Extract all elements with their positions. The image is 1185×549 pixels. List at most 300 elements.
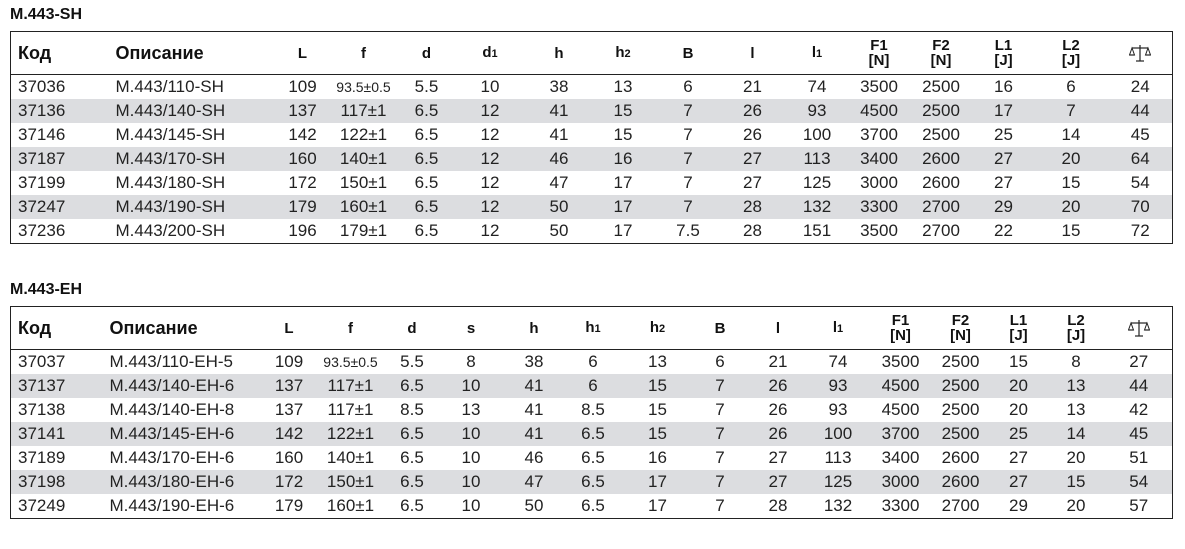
table-cell: 12 <box>453 195 528 219</box>
table-cell: 27 <box>721 147 785 171</box>
table-cell: 26 <box>743 125 762 144</box>
table-cell: 7 <box>690 374 751 398</box>
table-cell: 15 <box>613 125 633 144</box>
table-cell: 25 <box>991 422 1047 446</box>
table-cell: 179 <box>274 496 304 515</box>
table-cell: 3400 <box>881 448 920 467</box>
table-cell: 46 <box>524 448 544 467</box>
table-cell: 7 <box>683 173 693 192</box>
table-cell: 28 <box>743 221 762 240</box>
spec-table-sh <box>10 31 1173 244</box>
table-cell: 3300 <box>881 496 920 515</box>
col-header-h1 <box>561 307 626 350</box>
table-cell: 93 <box>785 99 850 123</box>
table-cell: 74 <box>807 77 827 96</box>
cell-description: M.443/190-SH <box>109 195 279 219</box>
col-header-description: Описание <box>109 317 198 338</box>
table-cell: 140±1 <box>326 448 375 467</box>
cell-code: 37249 <box>18 496 66 515</box>
table-cell: 10 <box>461 496 481 515</box>
table-cell: 54 <box>1106 470 1173 494</box>
table-cell: 6.5 <box>400 448 424 467</box>
col-header-d1 <box>453 32 528 75</box>
table-cell: 117±1 <box>327 400 374 419</box>
table-cell: 7 <box>656 195 721 219</box>
table-cell: 44 <box>1106 374 1173 398</box>
table-row <box>11 171 1173 195</box>
col-header-f: f <box>361 44 366 62</box>
table-cell: 8.5 <box>400 400 424 419</box>
col-header-l1 <box>785 32 850 75</box>
table-cell: 117±1 <box>312 374 390 398</box>
col-header-d1-main: d <box>482 43 492 61</box>
col-header-h: h <box>554 44 564 62</box>
table-cell: 57 <box>1129 496 1149 515</box>
table-cell: 4500 <box>871 374 931 398</box>
table-cell: 179 <box>279 195 327 219</box>
table-cell: 42 <box>1129 400 1149 419</box>
table-row <box>11 398 1173 422</box>
table-cell: 140±1 <box>327 147 401 171</box>
table-cell: 20 <box>1066 448 1086 467</box>
table-cell: 41 <box>508 374 561 398</box>
table-cell: 41 <box>549 125 569 144</box>
table-cell: 12 <box>453 99 528 123</box>
table-cell: 3700 <box>860 125 898 144</box>
col-header-L1-unit: [J] <box>994 52 1013 69</box>
col-header-F1 <box>850 32 909 75</box>
table-cell: 93.5±0.5 <box>323 354 378 370</box>
table-cell: 17 <box>613 173 633 192</box>
table-cell: 93 <box>806 374 871 398</box>
col-header-L: L <box>284 319 294 337</box>
cell-code: 37141 <box>11 422 103 446</box>
cell-description: M.443/180-SH <box>115 173 226 192</box>
table-cell: 6.5 <box>390 374 435 398</box>
table-cell: 17 <box>648 496 667 515</box>
table-cell: 93 <box>828 400 848 419</box>
table-cell: 151 <box>802 221 832 240</box>
table-cell: 8 <box>466 352 476 371</box>
table-cell: 26 <box>768 400 788 419</box>
table-cell: 2500 <box>941 352 980 371</box>
table-cell: 64 <box>1109 147 1173 171</box>
table-cell: 47 <box>508 470 561 494</box>
weight-scale-icon <box>1129 43 1151 63</box>
cell-description: M.443/200-SH <box>115 221 226 240</box>
table-cell: 137 <box>274 400 304 419</box>
col-header-kod: Код <box>18 42 52 63</box>
table-row <box>11 195 1173 219</box>
col-header-F1 <box>871 307 931 350</box>
table-row <box>11 123 1173 147</box>
table-cell: 13 <box>648 352 667 371</box>
cell-description: M.443/180-EH-6 <box>103 470 267 494</box>
table-cell: 109 <box>274 352 304 371</box>
col-header-L2 <box>1047 307 1106 350</box>
table-cell: 12 <box>453 147 528 171</box>
table-cell: 45 <box>1106 422 1173 446</box>
weight-scale-icon <box>1128 318 1150 338</box>
col-header-kod: Код <box>18 317 52 338</box>
cell-code: 37136 <box>11 99 109 123</box>
table-cell: 16 <box>591 147 656 171</box>
table-cell: 3500 <box>860 77 898 96</box>
table-cell: 10 <box>435 422 508 446</box>
table-cell: 16 <box>648 448 667 467</box>
col-header-F1-unit: [N] <box>868 52 890 69</box>
cell-description: M.443/110-SH <box>115 77 224 96</box>
table-cell: 27 <box>1129 352 1149 371</box>
table-cell: 15 <box>591 99 656 123</box>
table-cell: 26 <box>751 374 806 398</box>
table-cell: 3500 <box>860 221 898 240</box>
table-cell: 6 <box>715 352 725 371</box>
col-header-L: L <box>297 44 308 62</box>
table-cell: 2500 <box>931 374 991 398</box>
table-cell: 160±1 <box>327 195 401 219</box>
cell-code: 37138 <box>18 400 66 419</box>
table-cell: 2500 <box>941 400 980 419</box>
table-cell: 10 <box>435 470 508 494</box>
cell-code: 37199 <box>18 173 66 192</box>
table-row <box>11 494 1173 519</box>
table-cell: 27 <box>751 470 806 494</box>
table-row <box>11 350 1173 375</box>
table-cell: 150±1 <box>339 173 388 192</box>
table-cell: 27 <box>768 448 788 467</box>
col-header-F2 <box>931 307 991 350</box>
table-cell: 29 <box>974 195 1034 219</box>
col-header-F2-unit: [N] <box>930 52 952 69</box>
table-cell: 72 <box>1130 221 1150 240</box>
table-cell: 17 <box>626 470 690 494</box>
table-cell: 20 <box>991 374 1047 398</box>
col-header-L2-label: L2 <box>1067 312 1085 329</box>
section-title-sh: M.443-SH <box>10 6 83 23</box>
table-cell: 4500 <box>850 99 909 123</box>
table-cell: 27 <box>974 147 1034 171</box>
table-cell: 122±1 <box>339 125 388 144</box>
table-cell: 2600 <box>922 173 960 192</box>
col-header-L2 <box>1034 32 1109 75</box>
table-cell: 2600 <box>909 147 974 171</box>
table-cell: 20 <box>1034 147 1109 171</box>
table-cell: 137 <box>267 374 312 398</box>
col-header-F2-unit: [N] <box>950 327 971 344</box>
table-header-row <box>11 32 1173 75</box>
table-cell: 24 <box>1130 77 1150 96</box>
table-cell: 122±1 <box>312 422 390 446</box>
table-row <box>11 470 1173 494</box>
table-cell: 2500 <box>931 422 991 446</box>
table-cell: 3000 <box>860 173 898 192</box>
col-header-l: l <box>750 44 755 62</box>
table-cell: 10 <box>461 448 481 467</box>
cell-description: M.443/140-EH-8 <box>109 400 235 419</box>
table-row <box>11 446 1173 470</box>
table-cell: 6.5 <box>414 221 439 240</box>
table-cell: 100 <box>806 422 871 446</box>
table-cell: 25 <box>994 125 1013 144</box>
col-header-L1 <box>974 32 1034 75</box>
cell-description: M.443/140-EH-6 <box>103 374 267 398</box>
col-header-d1-sub: 1 <box>491 47 498 60</box>
table-row <box>11 374 1173 398</box>
table-cell: 54 <box>1130 173 1150 192</box>
cell-code: 37146 <box>18 125 66 144</box>
col-header-B: B <box>682 44 694 62</box>
table-cell: 6 <box>588 352 598 371</box>
table-cell: 20 <box>1066 496 1086 515</box>
table-cell: 132 <box>785 195 850 219</box>
table-cell: 46 <box>528 147 591 171</box>
table-cell: 20 <box>1009 400 1028 419</box>
cell-description: M.443/110-EH-5 <box>109 352 233 371</box>
col-header-l1-sub: 1 <box>837 322 844 335</box>
col-header-h2-main: h <box>649 318 660 336</box>
table-cell: 6 <box>683 77 693 96</box>
table-cell: 15 <box>648 400 667 419</box>
table-cell: 27 <box>1009 448 1028 467</box>
table-row <box>11 99 1173 123</box>
col-header-F2-label: F2 <box>932 37 950 54</box>
table-cell: 15 <box>1061 221 1081 240</box>
table-cell: 125 <box>802 173 832 192</box>
table-cell: 6 <box>1066 77 1076 96</box>
cell-code: 37189 <box>18 448 66 467</box>
table-cell: 14 <box>1061 125 1081 144</box>
table-cell: 5.5 <box>414 77 439 96</box>
cell-description: M.443/145-SH <box>115 125 226 144</box>
table-cell: 17 <box>613 221 633 240</box>
table-cell: 28 <box>721 195 785 219</box>
table-cell: 160 <box>279 147 327 171</box>
col-header-F2-label: F2 <box>951 312 970 329</box>
col-header-F1-label: F1 <box>891 312 910 329</box>
col-header-L1 <box>991 307 1047 350</box>
cell-description: M.443/170-SH <box>109 147 279 171</box>
table-cell: 10 <box>480 77 500 96</box>
cell-code: 37198 <box>11 470 103 494</box>
table-cell: 22 <box>994 221 1013 240</box>
table-cell: 51 <box>1129 448 1149 467</box>
col-header-L2-unit: [J] <box>1061 52 1081 69</box>
table-cell: 2700 <box>909 195 974 219</box>
table-cell: 7 <box>715 496 725 515</box>
col-header-B: B <box>714 319 726 337</box>
table-cell: 50 <box>549 221 569 240</box>
table-cell: 109 <box>288 77 317 96</box>
cell-code: 37187 <box>11 147 109 171</box>
table-cell: 8.5 <box>581 400 605 419</box>
table-cell: 38 <box>549 77 569 96</box>
cell-code: 37137 <box>11 374 103 398</box>
table-header-row <box>11 307 1173 350</box>
table-cell: 13 <box>1047 374 1106 398</box>
table-cell: 14 <box>1047 422 1106 446</box>
col-header-s: s <box>466 319 476 337</box>
table-cell: 7 <box>656 99 721 123</box>
table-cell: 41 <box>524 400 544 419</box>
col-header-L1-label: L1 <box>994 37 1013 54</box>
col-header-L2-label: L2 <box>1062 37 1080 54</box>
table-cell: 45 <box>1130 125 1150 144</box>
table-cell: 6.5 <box>401 195 453 219</box>
table-cell: 113 <box>785 147 850 171</box>
col-header-l1-sub: 1 <box>816 47 823 60</box>
col-header-h2-main: h <box>615 43 625 61</box>
table-cell: 142 <box>267 422 312 446</box>
table-cell: 16 <box>994 77 1013 96</box>
col-header-h2 <box>591 32 656 75</box>
table-cell: 125 <box>806 470 871 494</box>
table-cell: 7 <box>715 448 725 467</box>
table-cell: 172 <box>288 173 317 192</box>
table-cell: 29 <box>1009 496 1028 515</box>
table-cell: 132 <box>823 496 853 515</box>
table-cell: 26 <box>751 422 806 446</box>
table-cell: 28 <box>768 496 788 515</box>
col-header-h: h <box>529 319 539 337</box>
table-cell: 21 <box>743 77 762 96</box>
cell-description: M.443/190-EH-6 <box>109 496 235 515</box>
table-cell: 8 <box>1071 352 1081 371</box>
table-cell: 38 <box>524 352 544 371</box>
col-header-h1-sub: 1 <box>594 322 601 335</box>
cell-code: 37247 <box>11 195 109 219</box>
col-header-h1-main: h <box>585 318 595 336</box>
table-cell: 2500 <box>922 77 960 96</box>
col-header-d: d <box>421 44 432 62</box>
table-cell: 6.5 <box>401 147 453 171</box>
table-cell: 26 <box>721 99 785 123</box>
col-header-l1-main: l <box>832 318 838 336</box>
col-header-L2-unit: [J] <box>1066 327 1086 344</box>
table-cell: 12 <box>480 221 500 240</box>
table-cell: 12 <box>480 173 500 192</box>
table-cell: 13 <box>613 77 633 96</box>
table-cell: 150±1 <box>312 470 390 494</box>
col-header-L1-label: L1 <box>1009 312 1028 329</box>
table-cell: 3400 <box>850 147 909 171</box>
table-cell: 74 <box>828 352 848 371</box>
table-cell: 137 <box>279 99 327 123</box>
col-header-F2 <box>909 32 974 75</box>
table-cell: 20 <box>1034 195 1109 219</box>
table-cell: 6 <box>561 374 626 398</box>
table-cell: 50 <box>524 496 544 515</box>
table-cell: 13 <box>461 400 481 419</box>
col-header-l: l <box>775 319 781 337</box>
table-cell: 15 <box>1061 173 1081 192</box>
col-header-weight <box>1106 307 1173 350</box>
col-header-F1-label: F1 <box>870 37 888 54</box>
table-cell: 113 <box>824 448 852 467</box>
table-cell: 47 <box>549 173 569 192</box>
col-header-weight <box>1109 32 1173 75</box>
table-cell: 17 <box>974 99 1034 123</box>
table-cell: 21 <box>768 352 788 371</box>
table-cell: 117±1 <box>327 99 401 123</box>
table-cell: 27 <box>994 173 1013 192</box>
table-cell: 7.5 <box>676 221 700 240</box>
table-cell: 7 <box>690 470 751 494</box>
table-cell: 160±1 <box>326 496 375 515</box>
spec-table-eh <box>10 306 1173 519</box>
table-cell: 27 <box>743 173 762 192</box>
table-cell: 93.5±0.5 <box>336 79 391 95</box>
table-cell: 2500 <box>922 125 960 144</box>
table-cell: 2500 <box>909 99 974 123</box>
table-cell: 2700 <box>941 496 980 515</box>
table-cell: 50 <box>528 195 591 219</box>
cell-description: M.443/145-EH-6 <box>103 422 267 446</box>
col-header-f: f <box>348 319 353 337</box>
table-cell: 7 <box>683 125 693 144</box>
table-cell: 6.5 <box>561 422 626 446</box>
table-cell: 160 <box>274 448 304 467</box>
section-title-eh: M.443-EH <box>10 281 83 298</box>
table-cell: 41 <box>528 99 591 123</box>
table-cell: 179±1 <box>339 221 388 240</box>
table-cell: 7 <box>1034 99 1109 123</box>
col-header-d: d <box>407 319 417 337</box>
table-cell: 6.5 <box>581 496 605 515</box>
table-cell: 41 <box>508 422 561 446</box>
table-cell: 6.5 <box>401 99 453 123</box>
table-row <box>11 219 1173 244</box>
cell-description: M.443/170-EH-6 <box>109 448 235 467</box>
table-row <box>11 422 1173 446</box>
col-header-F1-unit: [N] <box>890 327 911 344</box>
col-header-h2-sub: 2 <box>659 322 666 335</box>
cell-code: 37036 <box>18 77 66 96</box>
table-cell: 44 <box>1109 99 1173 123</box>
table-cell: 6.5 <box>390 470 435 494</box>
table-cell: 5.5 <box>400 352 424 371</box>
table-cell: 7 <box>656 147 721 171</box>
table-cell: 6.5 <box>414 173 439 192</box>
table-cell: 15 <box>1047 470 1106 494</box>
table-cell: 6.5 <box>390 422 435 446</box>
table-row <box>11 75 1173 100</box>
table-cell: 12 <box>480 125 500 144</box>
col-header-description: Описание <box>115 42 204 63</box>
table-cell: 3000 <box>871 470 931 494</box>
table-cell: 2700 <box>922 221 960 240</box>
table-cell: 3700 <box>871 422 931 446</box>
table-cell: 15 <box>626 374 690 398</box>
table-cell: 4500 <box>881 400 920 419</box>
table-cell: 6.5 <box>414 125 439 144</box>
table-cell: 7 <box>690 422 751 446</box>
table-cell: 13 <box>1066 400 1086 419</box>
table-cell: 2600 <box>931 470 991 494</box>
table-cell: 27 <box>991 470 1047 494</box>
table-cell: 7 <box>715 400 725 419</box>
table-row <box>11 147 1173 171</box>
cell-code: 37236 <box>18 221 66 240</box>
col-header-L1-unit: [J] <box>1009 327 1028 344</box>
col-header-h2-sub: 2 <box>624 47 631 60</box>
table-cell: 100 <box>802 125 832 144</box>
col-header-l1 <box>806 307 871 350</box>
table-cell: 15 <box>626 422 690 446</box>
table-cell: 196 <box>288 221 317 240</box>
table-cell: 70 <box>1109 195 1173 219</box>
table-cell: 172 <box>267 470 312 494</box>
